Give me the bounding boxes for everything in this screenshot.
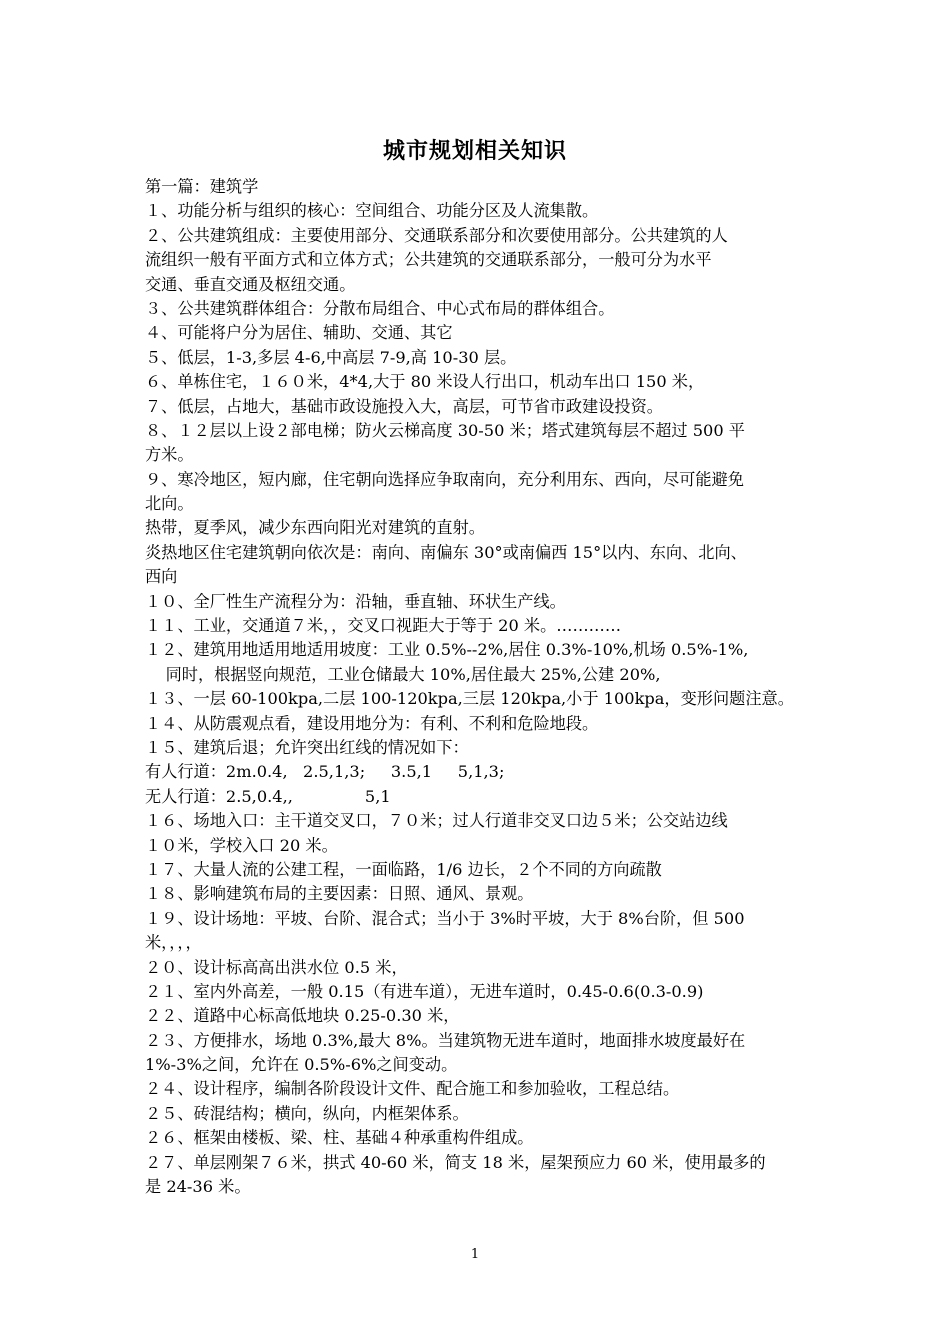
text-line: １、功能分析与组织的核心：空间组合、功能分区及人流集散。 [145, 201, 599, 221]
text-line: 西向 [145, 567, 178, 587]
text-line: ５、低层，1-3,多层 4-6,中高层 7-9,高 10-30 层。 [145, 347, 517, 367]
text-line: 米，，，， [145, 933, 202, 953]
document-title: 城市规划相关知识 [382, 139, 567, 164]
text-line: ６、单栋住宅，１６０米，4*4,大于 80 米设人行出口，机动车出口 150 米， [145, 372, 705, 392]
document-body [145, 175, 810, 1199]
text-line: ２０、设计标高高出洪水位 0.5 米， [145, 957, 408, 977]
text-line: 第一篇：建筑学 [145, 177, 259, 196]
text-line: １９、设计场地：平坡、台阶、混合式；当小于 3%时平坡，大于 8%台阶，但 500 [145, 908, 745, 928]
text-line: 同时，根据竖向规范，工业仓储最大 10%,居住最大 25%,公建 20%, [145, 664, 661, 684]
text-line: ２３、方便排水，场地 0.3%,最大 8%。当建筑物无进车道时，地面排水坡度最好在 [145, 1030, 746, 1050]
text-line: ２４、设计程序，编制各阶段设计文件、配合施工和参加验收，工程总结。 [145, 1079, 680, 1099]
text-line: ８、１２层以上设２部电梯；防火云梯高度 30-50 米；塔式建筑每层不超过 500 平 [145, 420, 745, 440]
text-line: ２７、单层刚架７６米，拱式 40-60 米，简支 18 米，屋架预应力 60 米，使用最多的 [145, 1152, 766, 1172]
text-line: ３、公共建筑群体组合：分散布局组合、中心式布局的群体组合。 [145, 298, 615, 318]
page-number: 1 [470, 1247, 480, 1262]
text-line: 交通、垂直交通及枢纽交通。 [145, 274, 356, 294]
text-line: ７、低层，占地大，基础市政设施投入大，高层，可节省市政建设投资。 [145, 396, 663, 416]
text-line: ９、寒冷地区，短内廊，住宅朝向选择应争取南向，充分利用东、西向，尽可能避免 [145, 469, 744, 489]
text-line: １５、建筑后退；允许突出红线的情况如下： [145, 737, 469, 757]
text-line: １２、建筑用地适用地适用坡度：工业 0.5%--2%,居住 0.3%-10%,机场 0.5%-1%, [145, 640, 749, 660]
text-line: 热带，夏季风，减少东西向阳光对建筑的直射。 [145, 518, 485, 538]
text-line: １７、大量人流的公建工程，一面临路，1/6 边长，２个不同的方向疏散 [145, 859, 662, 879]
text-line: １１、工业，交通道７米，，交叉口视距大于等于 20 米。………… [145, 616, 622, 636]
text-line: ２２、道路中心标高低地块 0.25-0.30 米， [145, 1006, 460, 1026]
text-line: １６、场地入口：主干道交叉口，７０米；过人行道非交叉口边５米；公交站边线 [145, 811, 728, 831]
text-line: 炎热地区住宅建筑朝向依次是：南向、南偏东 30°或南偏西 15°以内、东向、北向、 [145, 542, 747, 562]
text-line: 无人行道：2.5,0.4,, 5,1 [145, 786, 391, 806]
text-line: １０、全厂性生产流程分为：沿轴，垂直轴、环状生产线。 [145, 591, 566, 611]
text-line: 流组织一般有平面方式和立体方式；公共建筑的交通联系部分，一般可分为水平 [145, 250, 712, 270]
text-line: 方米。 [145, 445, 194, 465]
text-line: ２６、框架由楼板、梁、柱、基础４种承重构件组成。 [145, 1128, 534, 1148]
text-line: １３、一层 60-100kpa,二层 100-120kpa,三层 120kpa,小于 100kpa，变形问题注意。 [145, 689, 794, 709]
text-line: 北向。 [145, 494, 194, 514]
text-line: 有人行道：2m.0.4, 2.5,1,3; 3.5,1 5,1,3; [145, 762, 505, 782]
text-line: 1%-3%之间，允许在 0.5%-6%之间变动。 [145, 1055, 458, 1075]
text-line: ２、公共建筑组成：主要使用部分、交通联系部分和次要使用部分。公共建筑的人 [145, 225, 728, 245]
text-line: ２５、砖混结构；横向，纵向，内框架体系。 [145, 1103, 469, 1123]
text-line: １８、影响建筑布局的主要因素：日照、通风、景观。 [145, 884, 534, 904]
text-line: ４、可能将户分为居住、辅助、交通、其它 [145, 323, 453, 343]
text-line: １０米，学校入口 20 米。 [145, 835, 338, 855]
text-line: １４、从防震观点看，建设用地分为：有利、不利和危险地段。 [145, 713, 599, 733]
text-line: 是 24-36 米。 [145, 1177, 251, 1197]
text-line: ２１、室内外高差，一般 0.15（有进车道），无进车道时，0.45-0.6(0.3-0.9) [145, 981, 704, 1001]
